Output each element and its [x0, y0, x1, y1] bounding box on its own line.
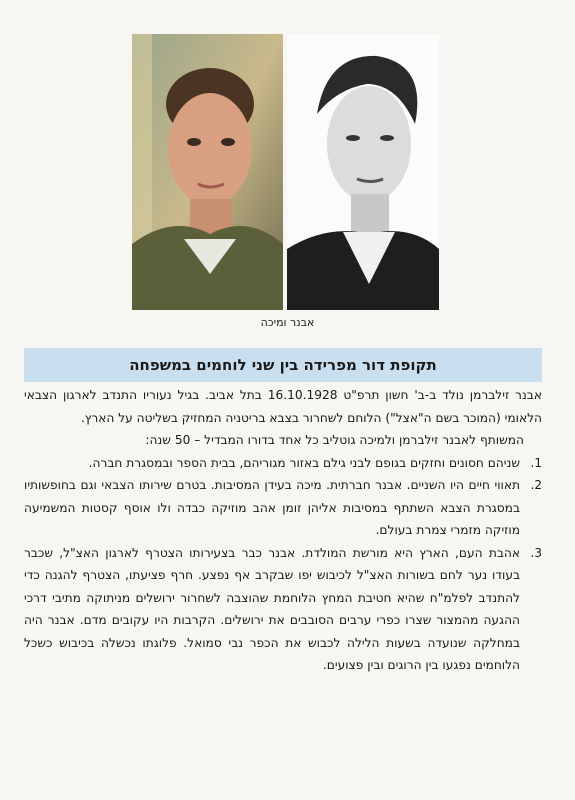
comparison-list — [24, 452, 542, 677]
portrait-color-image — [132, 34, 283, 310]
list-text: תאווי חיים היו השניים. אבנר חברתית. מיכה בעידן המסיבות. בטרם שירותו הצבאי וגם בחופשותיו במסגרת הצבא השתתף במסיבות אליהן זומן אהב מוזיקה כבדה ולו אוסף קסטות המשמיעה מוזיקה מזמרי צמרת בעולם. — [24, 478, 520, 537]
list-text: אהבת העם, הארץ היא מורשת המולדת. אבנר כבר בצעירותו הצטרף לארגון האצ"ל, שכבר בעודו נער לחם בשורות האצ"ל לכיבוש יפו שבקרב אף נפצע. חרף פציעתו, הצטרף להגנה כדי להתנדב לפלמ"ח שהיא חטיבת המחץ הלוחמת שהוצבה לשחרור ירושלים מניתוקה מתיבי דרכי ההגעה מהמצור שצרו כפרי ערבים הסובבים את ירושלים. הקרבות היו עקובים מדם. אבנר היה במחלקה שנועדה בשעות הלילה לכבוש את הכפר נבי סמואל. פלוגתו נכשלה בכיבוש כשכל הלוחמים נפגעו בין הרוגים ובין פצועים. — [24, 545, 520, 672]
portrait-bw-image — [287, 34, 439, 310]
photo-micha — [132, 34, 283, 310]
list-item — [24, 542, 542, 677]
list-number: 3. — [530, 545, 542, 560]
section-heading: תקופת דור מפרידה בין שני לוחמים במשפחה — [24, 348, 542, 382]
photo-caption: אבנר ומיכה — [260, 316, 315, 329]
list-text: שניהם חסונים וחזקים בגופם לבני גילם באזור מגוריהם, בבית הספר ובמסגרת חברה. — [88, 455, 520, 470]
list-number: 2. — [530, 478, 542, 492]
list-item — [24, 452, 542, 475]
photo-avner — [287, 34, 439, 310]
list-item — [24, 474, 542, 542]
list-number: 1. — [530, 455, 542, 470]
common-paragraph: המשותף לאבנר זילברמן ולמיכה גוטליב כל אחד בדורו המבדיל – 50 שנה: — [145, 433, 524, 447]
intro-paragraph: אבנר זילברמן נולד ב-ב' חשון תרפ"ט 16.10.1928 בתל אביב. בגיל נעוריו התנדב לארגון הצבאי הלאומי (המוכר בשם ה"אצל") הלוחם לשחרור בצבא בריטניה המחזיק בשליטה על הארץ. — [24, 388, 542, 425]
article-body — [24, 384, 542, 677]
